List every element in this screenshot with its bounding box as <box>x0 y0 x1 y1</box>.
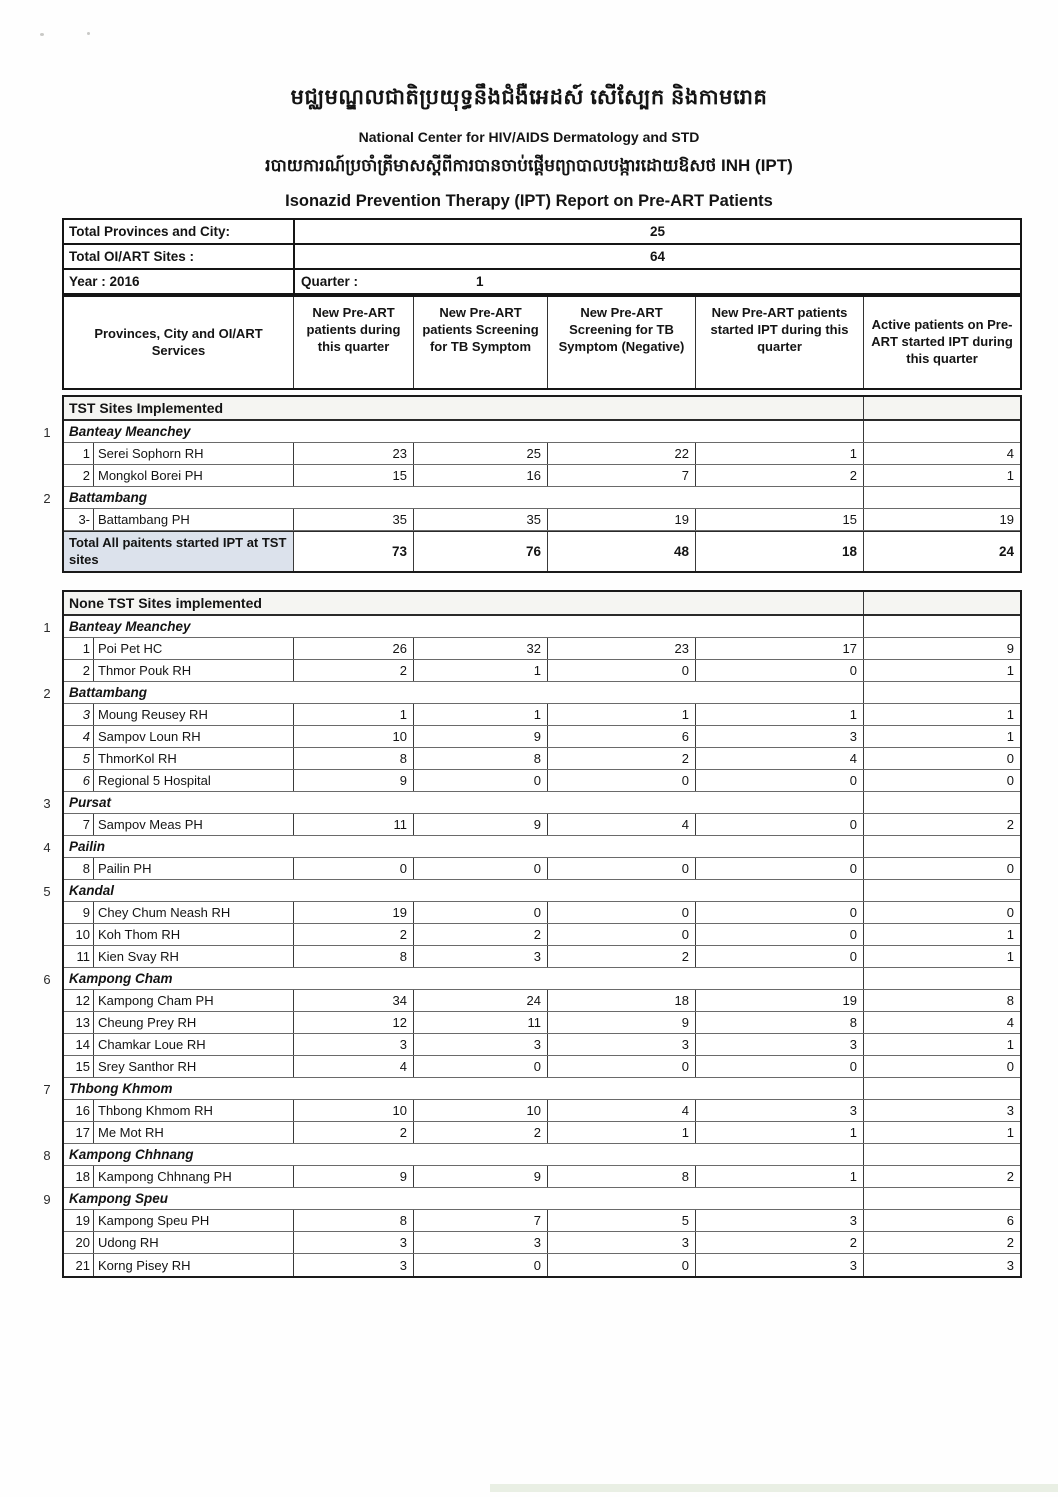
province-name: Battambang <box>64 682 864 703</box>
value-cell: 0 <box>548 924 696 945</box>
value-cell: 23 <box>548 638 696 659</box>
value-cell: 10 <box>414 1100 548 1121</box>
value-cell: 35 <box>414 509 548 530</box>
value-cell: 1 <box>1006 729 1014 744</box>
site-number: 11 <box>64 946 94 967</box>
scan-artifact <box>40 33 44 36</box>
site-name: Serei Sophorn RH <box>94 443 294 464</box>
value-cell: 0 <box>414 902 548 923</box>
value-cell: 5 <box>548 1210 696 1231</box>
province-index: 9 <box>43 1191 51 1207</box>
province-index: 8 <box>43 1147 51 1163</box>
value-cell: 1 <box>1006 927 1014 942</box>
value-cell: 9 <box>548 1012 696 1033</box>
site-row <box>64 1034 1020 1056</box>
site-number: 14 <box>64 1034 94 1055</box>
site-row <box>64 924 1020 946</box>
total-value: 18 <box>696 532 864 571</box>
site-number: 5 <box>64 748 94 769</box>
value-cell: 1 <box>696 1166 864 1187</box>
value-cell: 0 <box>294 858 414 879</box>
site-name: Mongkol Borei PH <box>94 465 294 486</box>
site-row <box>64 990 1020 1012</box>
value-cell: 1 <box>1006 949 1014 964</box>
province-index: 2 <box>43 685 51 701</box>
value-cell: 9 <box>414 1166 548 1187</box>
province-row <box>43 880 1020 902</box>
value-cell: 1 <box>1006 707 1014 722</box>
value-cell: 3 <box>414 1232 548 1253</box>
value-cell: 7 <box>548 465 696 486</box>
value-cell: 0 <box>548 660 696 681</box>
province-row <box>43 421 1020 443</box>
value-cell: 10 <box>294 726 414 747</box>
value-cell: 2 <box>548 946 696 967</box>
site-number: 15 <box>64 1056 94 1077</box>
value-cell: 4 <box>548 814 696 835</box>
site-row <box>64 814 1020 836</box>
value-cell: 8 <box>548 1166 696 1187</box>
value-cell: 0 <box>548 902 696 923</box>
site-name: Srey Santhor RH <box>94 1056 294 1077</box>
value-cell: 35 <box>294 509 414 530</box>
province-row <box>43 682 1020 704</box>
quarter-value: 1 <box>476 274 484 289</box>
site-row <box>64 1122 1020 1144</box>
site-number: 1 <box>64 638 94 659</box>
value-cell: 2 <box>1006 817 1014 832</box>
scan-artifact <box>87 32 90 35</box>
value-cell: 1 <box>414 704 548 725</box>
value-cell: 22 <box>548 443 696 464</box>
value-cell: 19 <box>696 990 864 1011</box>
total-value: 76 <box>414 532 548 571</box>
province-name: Thbong Khmom <box>64 1078 864 1099</box>
total-label: Total All paitents started IPT at TST sites <box>64 532 294 571</box>
value-cell: 4 <box>548 1100 696 1121</box>
site-number: 2 <box>64 465 94 486</box>
site-row <box>64 726 1020 748</box>
khmer-org-title: មជ្ឈមណ្ឌលជាតិប្រយុទ្ធនឹងជំងឺអេដស៍ សើស្បែក និងកាមរោគ <box>290 86 768 109</box>
site-row <box>64 1210 1020 1232</box>
report-section <box>43 590 1022 1278</box>
site-number: 7 <box>64 814 94 835</box>
value-cell: 0 <box>1006 751 1014 766</box>
value-cell: 12 <box>294 1012 414 1033</box>
value-cell: 0 <box>1006 1059 1014 1074</box>
site-name: Kampong Speu PH <box>94 1210 294 1231</box>
value-cell: 0 <box>696 814 864 835</box>
value-cell: 1 <box>1006 1125 1014 1140</box>
empty-cell <box>864 397 1020 419</box>
province-row <box>43 1188 1020 1210</box>
site-name: Kien Svay RH <box>94 946 294 967</box>
site-name: Sampov Loun RH <box>94 726 294 747</box>
value-cell: 3 <box>1006 1257 1014 1273</box>
empty-cell <box>864 880 1020 901</box>
report-title: Isonazid Prevention Therapy (IPT) Report on Pre-ART Patients <box>285 192 773 210</box>
section-title-row <box>64 592 1020 616</box>
site-number: 12 <box>64 990 94 1011</box>
summary-value: 25 <box>649 224 666 239</box>
value-cell: 34 <box>294 990 414 1011</box>
province-row <box>43 1078 1020 1100</box>
empty-cell <box>864 792 1020 813</box>
value-cell: 2 <box>294 924 414 945</box>
value-cell: 17 <box>696 638 864 659</box>
summary-value: 64 <box>649 249 666 264</box>
khmer-report-title: របាយការណ៍ប្រចាំត្រីមាសស្តីពីការបានចាប់ផ្តើមព្យាបាលបង្ការដោយឱសថ INH (IPT) <box>265 156 793 175</box>
value-cell: 1 <box>696 1122 864 1143</box>
site-name: Poi Pet HC <box>94 638 294 659</box>
value-cell: 9 <box>1006 641 1014 656</box>
value-cell: 3 <box>294 1254 414 1276</box>
province-row <box>43 968 1020 990</box>
site-name: ThmorKol RH <box>94 748 294 769</box>
value-cell: 1 <box>548 704 696 725</box>
value-cell: 0 <box>696 902 864 923</box>
value-cell: 2 <box>1006 1235 1014 1250</box>
total-value: 73 <box>294 532 414 571</box>
value-cell: 0 <box>1006 773 1014 788</box>
quarter-label: Quarter : <box>301 274 359 289</box>
value-cell: 19 <box>294 902 414 923</box>
empty-cell <box>864 682 1020 703</box>
site-name: Thmor Pouk RH <box>94 660 294 681</box>
province-name: Kandal <box>64 880 864 901</box>
column-header-screening: New Pre-ART patients Screening for TB Symptom <box>414 297 548 388</box>
site-name: Kampong Cham PH <box>94 990 294 1011</box>
value-cell: 3 <box>696 1100 864 1121</box>
site-row <box>64 1254 1020 1276</box>
value-cell: 1 <box>294 704 414 725</box>
province-name: Pailin <box>64 836 864 857</box>
site-row <box>64 946 1020 968</box>
site-number: 9 <box>64 902 94 923</box>
value-cell: 0 <box>548 1056 696 1077</box>
site-row <box>64 443 1020 465</box>
empty-cell <box>864 1078 1020 1099</box>
value-cell: 0 <box>1006 905 1014 920</box>
value-cell: 9 <box>294 1166 414 1187</box>
value-cell: 9 <box>414 814 548 835</box>
value-cell: 8 <box>294 1210 414 1231</box>
value-cell: 3 <box>696 1034 864 1055</box>
province-name: Kampong Speu <box>64 1188 864 1209</box>
english-org-title: National Center for HIV/AIDS Dermatology and STD <box>358 129 700 145</box>
empty-cell <box>864 1144 1020 1165</box>
value-cell: 0 <box>696 660 864 681</box>
value-cell: 2 <box>294 1122 414 1143</box>
site-name: Korng Pisey RH <box>94 1254 294 1276</box>
value-cell: 2 <box>696 1232 864 1253</box>
value-cell: 1 <box>696 443 864 464</box>
province-index: 7 <box>43 1081 51 1097</box>
empty-cell <box>864 487 1020 508</box>
value-cell: 11 <box>414 1012 548 1033</box>
value-cell: 11 <box>294 814 414 835</box>
site-row <box>64 1100 1020 1122</box>
value-cell: 16 <box>414 465 548 486</box>
site-number: 3 <box>64 704 94 725</box>
empty-cell <box>864 968 1020 989</box>
value-cell: 1 <box>1006 663 1014 678</box>
province-row <box>43 616 1020 638</box>
section-title: None TST Sites implemented <box>64 592 864 614</box>
value-cell: 0 <box>696 770 864 791</box>
site-row <box>64 1056 1020 1078</box>
site-name: Chamkar Loue RH <box>94 1034 294 1055</box>
site-row <box>64 902 1020 924</box>
value-cell: 3 <box>414 946 548 967</box>
value-cell: 8 <box>1006 993 1014 1008</box>
value-cell: 3 <box>414 1034 548 1055</box>
value-cell: 0 <box>548 1254 696 1276</box>
value-cell: 15 <box>696 509 864 530</box>
value-cell: 4 <box>1006 446 1014 461</box>
province-row <box>43 792 1020 814</box>
site-number: 3- <box>64 509 94 530</box>
section-title: TST Sites Implemented <box>64 397 864 419</box>
value-cell: 19 <box>548 509 696 530</box>
site-row <box>64 858 1020 880</box>
column-header-active-patients: Active patients on Pre-ART started IPT during this quarter <box>871 317 1013 366</box>
site-name: Kampong Chhnang PH <box>94 1166 294 1187</box>
value-cell: 3 <box>294 1034 414 1055</box>
site-row <box>64 1166 1020 1188</box>
value-cell: 0 <box>696 1056 864 1077</box>
scan-edge-strip <box>490 1484 1058 1492</box>
column-header-provinces: Provinces, City and OI/ART Services <box>64 297 294 388</box>
site-name: Chey Chum Neash RH <box>94 902 294 923</box>
province-index: 4 <box>43 839 51 855</box>
site-number: 21 <box>64 1254 94 1276</box>
summary-row-year-quarter <box>64 270 1020 293</box>
value-cell: 10 <box>294 1100 414 1121</box>
year-label: Year : 2016 <box>64 270 295 293</box>
value-cell: 7 <box>414 1210 548 1231</box>
site-number: 6 <box>64 770 94 791</box>
column-header-screening-negative: New Pre-ART Screening for TB Symptom (Negative) <box>548 297 696 388</box>
value-cell: 1 <box>1006 1037 1014 1052</box>
summary-row-provinces <box>64 220 1020 245</box>
value-cell: 0 <box>414 1056 548 1077</box>
value-cell: 1 <box>548 1122 696 1143</box>
site-number: 18 <box>64 1166 94 1187</box>
site-name: Udong RH <box>94 1232 294 1253</box>
value-cell: 1 <box>1006 468 1014 483</box>
summary-row-sites <box>64 245 1020 270</box>
value-cell: 26 <box>294 638 414 659</box>
value-cell: 9 <box>294 770 414 791</box>
value-cell: 2 <box>696 465 864 486</box>
value-cell: 24 <box>414 990 548 1011</box>
value-cell: 4 <box>294 1056 414 1077</box>
province-row <box>43 1144 1020 1166</box>
report-section <box>43 395 1022 573</box>
province-name: Banteay Meanchey <box>64 421 864 442</box>
value-cell: 6 <box>1006 1213 1014 1228</box>
province-name: Battambang <box>64 487 864 508</box>
province-name: Banteay Meanchey <box>64 616 864 637</box>
value-cell: 8 <box>294 748 414 769</box>
site-row <box>64 1232 1020 1254</box>
site-name: Thbong Khmom RH <box>94 1100 294 1121</box>
value-cell: 0 <box>696 946 864 967</box>
site-name: Me Mot RH <box>94 1122 294 1143</box>
site-number: 13 <box>64 1012 94 1033</box>
site-row <box>64 465 1020 487</box>
value-cell: 3 <box>548 1034 696 1055</box>
province-row <box>43 487 1020 509</box>
column-header-new-patients: New Pre-ART patients during this quarter <box>294 297 414 388</box>
value-cell: 6 <box>548 726 696 747</box>
value-cell: 23 <box>294 443 414 464</box>
value-cell: 8 <box>696 1012 864 1033</box>
province-index: 3 <box>43 795 51 811</box>
value-cell: 3 <box>696 1254 864 1276</box>
province-name: Kampong Chhnang <box>64 1144 864 1165</box>
site-name: Pailin PH <box>94 858 294 879</box>
province-index: 5 <box>43 883 51 899</box>
site-number: 19 <box>64 1210 94 1231</box>
empty-cell <box>864 616 1020 637</box>
value-cell: 0 <box>414 770 548 791</box>
site-row <box>64 509 1020 531</box>
site-name: Cheung Prey RH <box>94 1012 294 1033</box>
section-title-row <box>64 397 1020 421</box>
province-index: 1 <box>43 619 51 635</box>
site-name: Moung Reusey RH <box>94 704 294 725</box>
value-cell: 3 <box>548 1232 696 1253</box>
site-row <box>64 638 1020 660</box>
table-column-headers <box>62 295 1022 390</box>
column-header-started-ipt: New Pre-ART patients started IPT during this quarter <box>696 297 864 388</box>
site-number: 4 <box>64 726 94 747</box>
empty-cell <box>864 421 1020 442</box>
value-cell: 0 <box>696 924 864 945</box>
value-cell: 9 <box>414 726 548 747</box>
value-cell: 1 <box>696 704 864 725</box>
value-cell: 0 <box>548 770 696 791</box>
value-cell: 0 <box>548 858 696 879</box>
total-value: 24 <box>998 544 1014 559</box>
province-name: Pursat <box>64 792 864 813</box>
site-row <box>64 770 1020 792</box>
value-cell: 1 <box>414 660 548 681</box>
value-cell: 2 <box>294 660 414 681</box>
site-row <box>64 704 1020 726</box>
value-cell: 2 <box>548 748 696 769</box>
site-number: 8 <box>64 858 94 879</box>
site-number: 10 <box>64 924 94 945</box>
site-name: Koh Thom RH <box>94 924 294 945</box>
province-index: 2 <box>43 490 51 506</box>
value-cell: 2 <box>414 1122 548 1143</box>
site-number: 20 <box>64 1232 94 1253</box>
value-cell: 0 <box>1006 861 1014 876</box>
value-cell: 0 <box>414 858 548 879</box>
total-row <box>64 531 1020 571</box>
value-cell: 8 <box>414 748 548 769</box>
province-row <box>43 836 1020 858</box>
value-cell: 0 <box>414 1254 548 1276</box>
value-cell: 8 <box>294 946 414 967</box>
summary-label: Total Provinces and City: <box>64 220 295 243</box>
value-cell: 2 <box>1006 1169 1014 1184</box>
site-name: Regional 5 Hospital <box>94 770 294 791</box>
site-number: 1 <box>64 443 94 464</box>
value-cell: 25 <box>414 443 548 464</box>
empty-cell <box>864 592 1020 614</box>
province-name: Kampong Cham <box>64 968 864 989</box>
value-cell: 3 <box>294 1232 414 1253</box>
empty-cell <box>864 1188 1020 1209</box>
value-cell: 3 <box>1006 1103 1014 1118</box>
site-name: Sampov Meas PH <box>94 814 294 835</box>
province-index: 1 <box>43 424 51 440</box>
value-cell: 3 <box>696 1210 864 1231</box>
value-cell: 2 <box>414 924 548 945</box>
value-cell: 3 <box>696 726 864 747</box>
empty-cell <box>864 836 1020 857</box>
value-cell: 4 <box>1006 1015 1014 1030</box>
value-cell: 15 <box>294 465 414 486</box>
site-number: 2 <box>64 660 94 681</box>
site-row <box>64 748 1020 770</box>
site-name: Battambang PH <box>94 509 294 530</box>
total-value: 48 <box>548 532 696 571</box>
summary-table <box>62 218 1022 295</box>
province-index: 6 <box>43 971 51 987</box>
site-row <box>64 1012 1020 1034</box>
value-cell: 19 <box>999 512 1014 527</box>
summary-label: Total OI/ART Sites : <box>64 245 295 268</box>
quarter-cell <box>295 270 1020 293</box>
site-number: 16 <box>64 1100 94 1121</box>
value-cell: 32 <box>414 638 548 659</box>
value-cell: 4 <box>696 748 864 769</box>
site-number: 17 <box>64 1122 94 1143</box>
value-cell: 18 <box>548 990 696 1011</box>
site-row <box>64 660 1020 682</box>
value-cell: 0 <box>696 858 864 879</box>
